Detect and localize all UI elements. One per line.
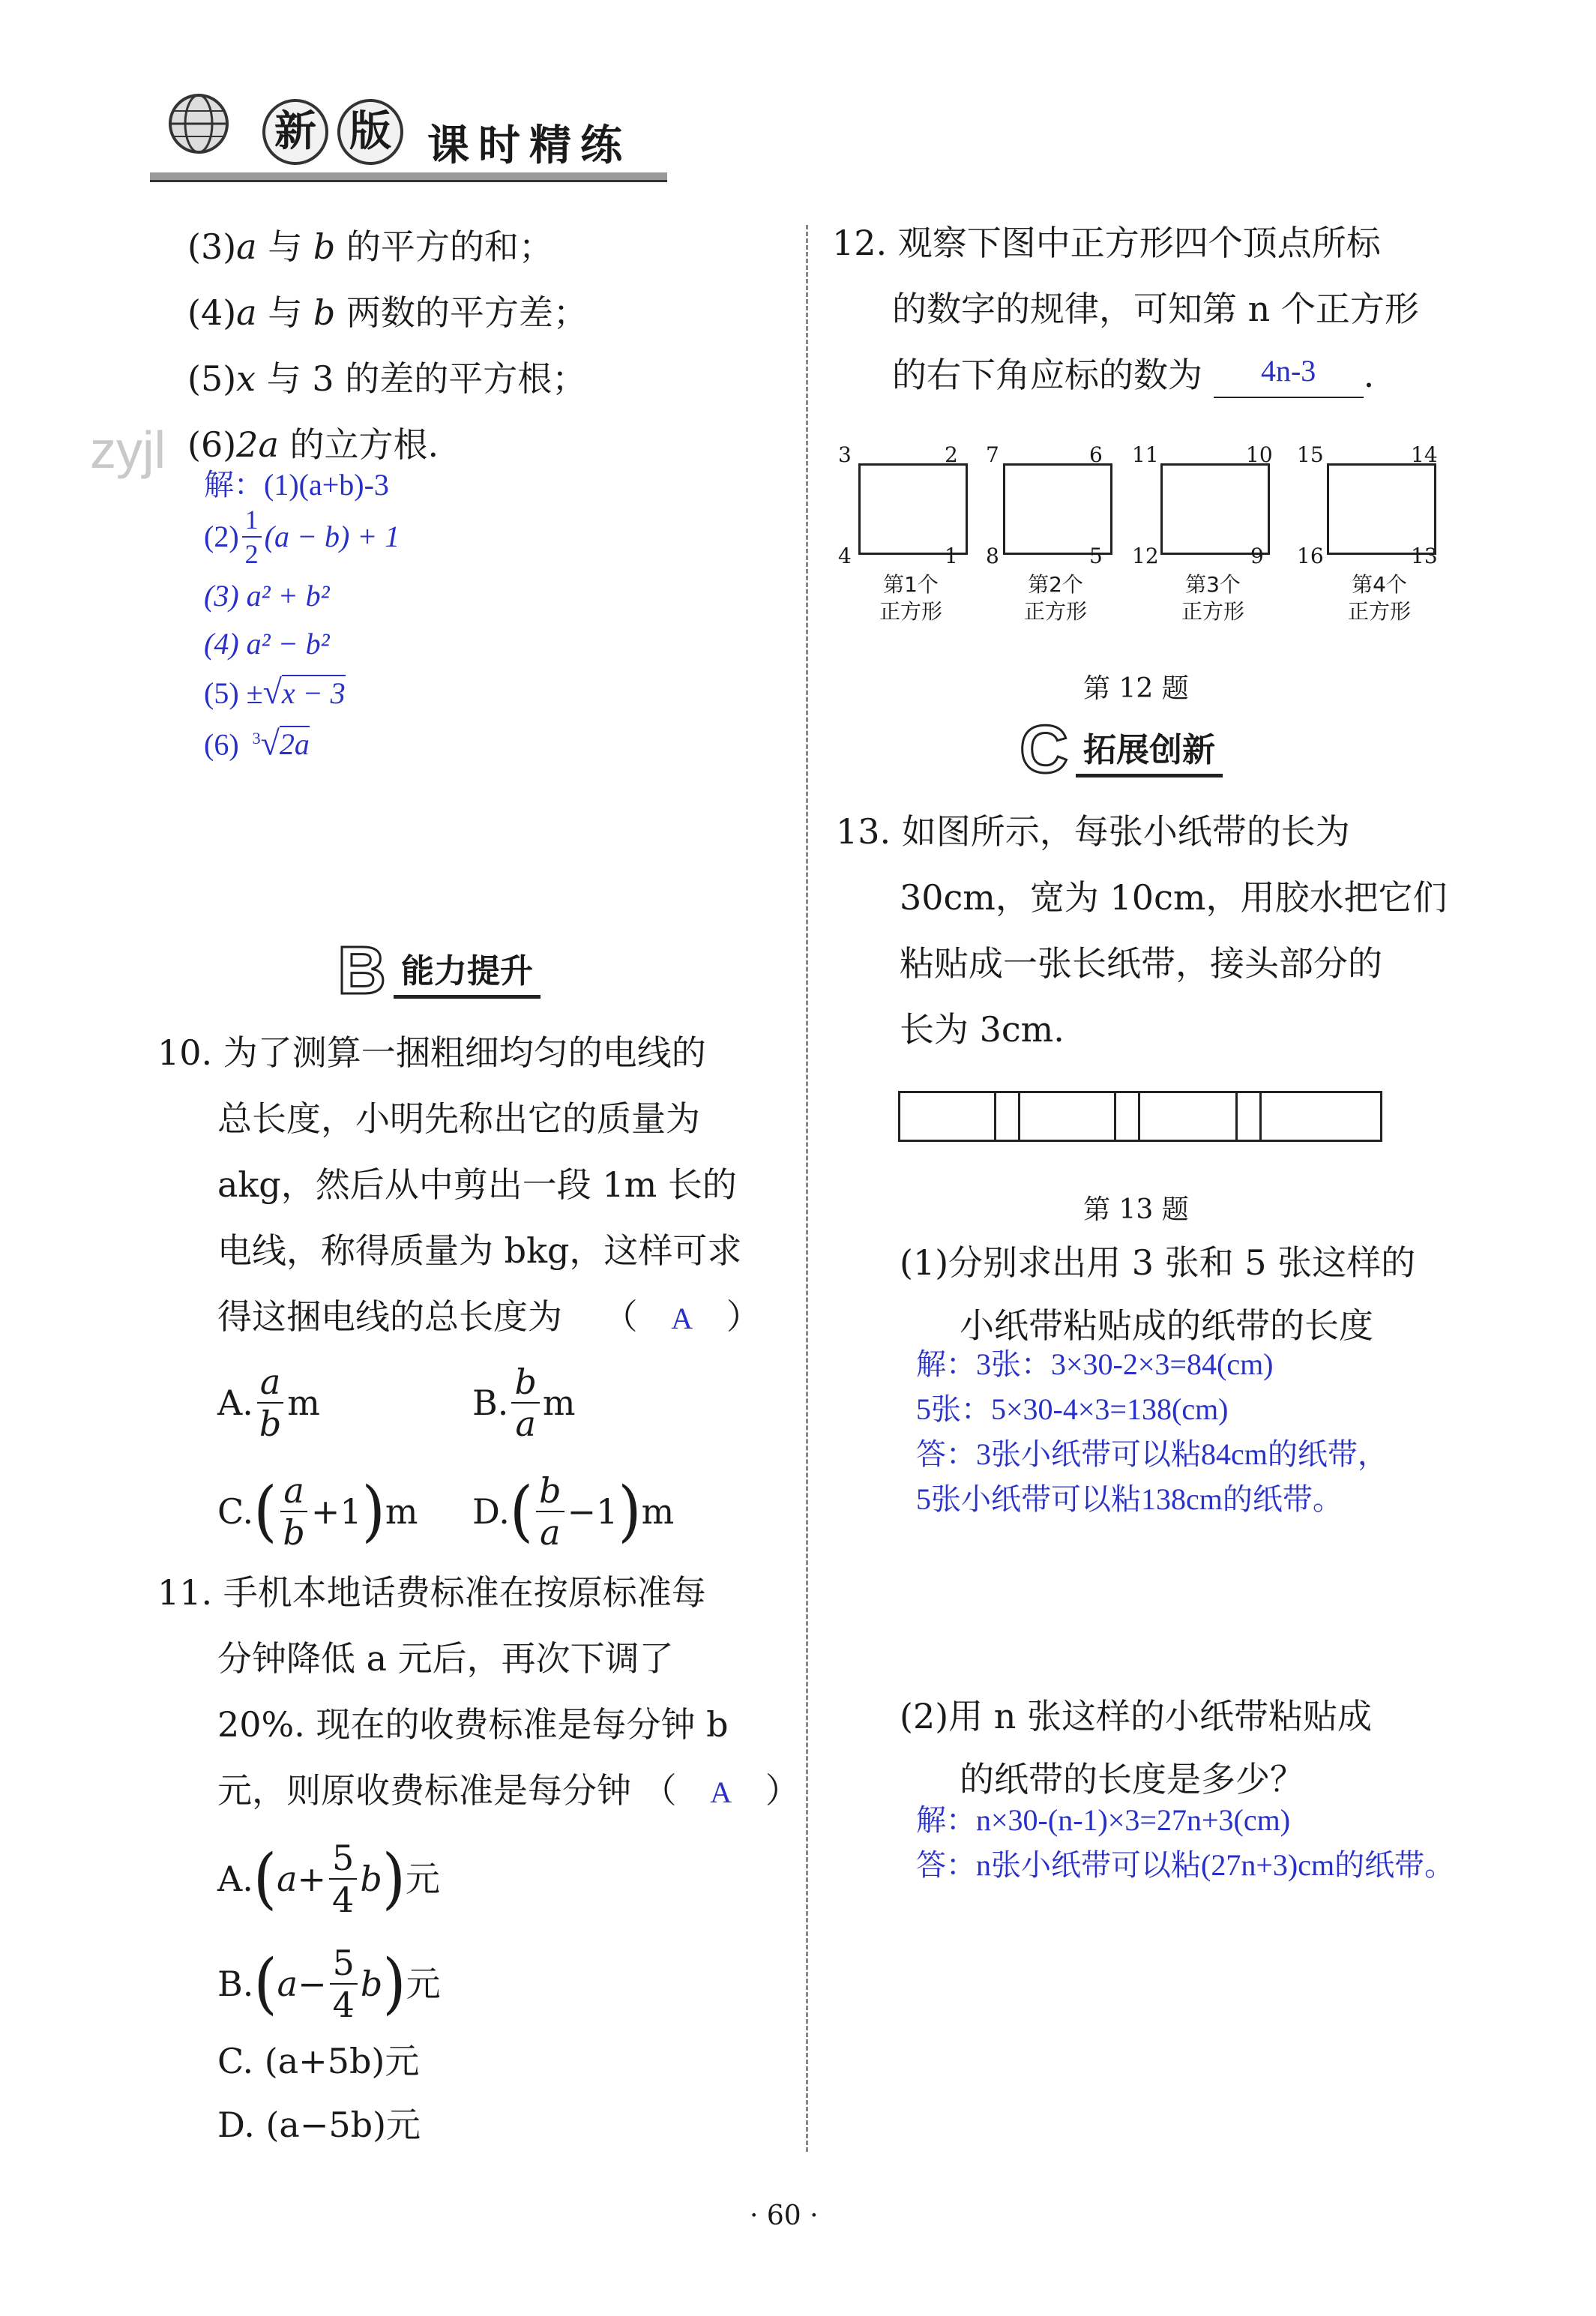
section-c-heading (1020, 712, 1223, 787)
square-4 (1327, 463, 1436, 555)
header-title-1: 新 (274, 107, 316, 156)
q10-line-1: 10. 为了测算一捆粗细均匀的电线的 (157, 1032, 706, 1073)
q12-line-2: 的数字的规律，可知第 n 个正方形 (892, 289, 1419, 329)
q13-line-2: 30cm，宽为 10cm，用胶水把它们 (900, 877, 1448, 918)
page-number: · 60 · (750, 2201, 819, 2231)
section-c-title: 拓展创新 (1076, 723, 1223, 777)
q11-option-c: C. (a+5b)元 (217, 2041, 420, 2081)
q13-part2-line-1: (2)用 n 张这样的小纸带粘贴成 (900, 1696, 1373, 1736)
section-b-letter: B (337, 933, 386, 1008)
q13-line-4: 长为 3cm. (900, 1009, 1064, 1050)
square-3-caption: 第3个 正方形 (1181, 572, 1244, 624)
q12-line-3: 的右下角应标的数为 4n-3 . (832, 353, 1419, 398)
paper-strip (898, 1091, 1382, 1142)
watermark: zyjl (90, 421, 166, 479)
q11-answer: A (710, 1775, 732, 1809)
q11-option-d: D. (a−5b)元 (217, 2105, 421, 2145)
square-3-tl: 11 (1132, 442, 1159, 467)
q10-option-d: D. ( $\frac{b}{a}$ −1 ) m (472, 1470, 675, 1553)
q12-caption: 第 12 题 (1083, 673, 1189, 704)
q13-part2-answer-1: 解：n×30-(n-1)×3=27n+3(cm) (916, 1803, 1291, 1837)
strip-joint-3b (1259, 1091, 1262, 1142)
square-4-br: 13 (1411, 544, 1438, 568)
q9-item-6: (6)2a 的立方根. (187, 424, 439, 465)
strip-joint-2a (1114, 1091, 1116, 1142)
globe-icon (165, 90, 232, 157)
q10-line-2: 总长度，小明先称出它的质量为 (217, 1098, 700, 1139)
q10-line-5: 得这捆电线的总长度为 （ A ） (217, 1296, 761, 1337)
q13-part1-answer-2: 5张：5×30-4×3=138(cm) (916, 1392, 1229, 1426)
q13-caption: 第 13 题 (1083, 1194, 1189, 1225)
q10-line-3: akg，然后从中剪出一段 1m 长的 (217, 1164, 737, 1205)
q13-part1-answer-4: 5张小纸带可以粘138cm的纸带。 (916, 1482, 1343, 1516)
q13-line-1: 13. 如图所示，每张小纸带的长为 (836, 811, 1350, 852)
q11-line-2: 分钟降低 a 元后，再次下调了 (217, 1638, 674, 1679)
q12-line-1: 12. 观察下图中正方形四个顶点所标 (832, 223, 1381, 263)
q13-part2 (900, 1694, 1372, 1801)
q11-line-4: 元，则原收费标准是每分钟 （ A ） (217, 1770, 800, 1811)
q10 (157, 1031, 761, 1338)
q13-part1-line-1: (1)分别求出用 3 张和 5 张这样的 (900, 1242, 1416, 1283)
q13 (836, 810, 1447, 1051)
q13-part1-answer-3: 答：3张小纸带可以粘84cm的纸带， (916, 1437, 1388, 1471)
q13-part1-answer-1: 解：3张：3×30-2×3=84(cm) (916, 1347, 1274, 1381)
square-4-caption: 第4个 正方形 (1347, 572, 1411, 624)
header-badge-1 (262, 99, 328, 165)
square-1-bl: 4 (838, 544, 852, 568)
square-3-tr: 10 (1246, 442, 1273, 467)
q13-part1-answers (916, 1346, 1388, 1518)
q10-option-c: C. ( $\frac{a}{b}$ +1 ) m (217, 1470, 418, 1553)
q13-part2-answers (916, 1802, 1454, 1884)
header-rule (150, 172, 667, 182)
q9-items (187, 225, 588, 466)
q11-option-b: B. ( a− $\frac{5}{4}$ b ) 元 (217, 1943, 441, 2025)
q9-answer-4: (4) a² − b² (204, 627, 330, 661)
square-1-tl: 3 (838, 442, 852, 467)
q13-line-3: 粘贴成一张长纸带，接头部分的 (900, 943, 1382, 984)
square-3 (1160, 463, 1270, 555)
q10-option-a: A. $\frac{a}{b}$ m (217, 1362, 320, 1444)
q9-item-5: (5)x 与 3 的差的平方根； (187, 358, 587, 399)
q10-line-4: 电线，称得质量为 bkg，这样可求 (217, 1230, 742, 1271)
q9-item-3: (3)a 与 b 的平方的和； (187, 226, 553, 267)
square-4-tl: 15 (1297, 442, 1324, 467)
section-b-heading (337, 933, 540, 1008)
header (150, 67, 675, 187)
q11-option-a: A. ( a+ $\frac{5}{4}$ b ) 元 (217, 1838, 440, 1920)
square-4-tr: 14 (1411, 442, 1438, 467)
square-2-caption: 第2个 正方形 (1023, 572, 1087, 624)
square-2-tl: 7 (986, 442, 999, 467)
square-1 (858, 463, 968, 555)
square-3-br: 9 (1250, 544, 1264, 568)
q13-part2-answer-2: 答：n张小纸带可以粘(27n+3)cm的纸带。 (916, 1848, 1455, 1882)
square-2-tr: 6 (1089, 442, 1103, 467)
header-badge-2 (337, 99, 403, 165)
square-2-bl: 8 (986, 544, 999, 568)
q9-item-4: (4)a 与 b 两数的平方差； (187, 292, 588, 333)
section-c-letter: C (1020, 712, 1068, 787)
header-title-rest: 课时精练 (427, 121, 631, 170)
q9-answer-3: (3) a² + b² (204, 579, 330, 613)
square-1-caption: 第1个 正方形 (879, 572, 942, 624)
strip-joint-1a (994, 1091, 996, 1142)
q9-answer-5: (5) ±√x − 3 (204, 673, 346, 711)
q10-option-b: B. $\frac{b}{a}$ m (472, 1362, 576, 1444)
section-b-title: 能力提升 (394, 944, 540, 999)
q11 (157, 1571, 800, 1812)
square-1-tr: 2 (945, 442, 958, 467)
strip-joint-2b (1138, 1091, 1140, 1142)
q12-figure (832, 435, 1477, 660)
header-title-2: 版 (349, 107, 391, 156)
q11-line-1: 11. 手机本地话费标准在按原标准每 (157, 1572, 706, 1613)
square-2 (1003, 463, 1112, 555)
q10-answer: A (671, 1302, 693, 1335)
q12-answer-blank (1214, 353, 1364, 398)
q9-answer-1: 解：(1)(a+b)-3 (204, 468, 389, 502)
strip-joint-3a (1235, 1091, 1238, 1142)
q13-part1-line-2: 小纸带粘贴成的纸带的长度 (960, 1305, 1373, 1346)
column-divider (806, 225, 808, 2152)
q9-answer-2: (2) $\frac{1}{2}$ (a − b) + 1 (204, 505, 400, 569)
q9-answer-6: (6) $^3$√2a (204, 724, 310, 763)
q13-part2-line-2: 的纸带的长度是多少？ (960, 1759, 1304, 1799)
q13-part1 (900, 1241, 1415, 1347)
q12-answer: 4n-3 (1260, 354, 1316, 388)
q11-line-3: 20%. 现在的收费标准是每分钟 b (217, 1704, 729, 1745)
square-2-br: 5 (1089, 544, 1103, 568)
q13-figure (898, 1091, 1382, 1142)
square-3-bl: 12 (1132, 544, 1159, 568)
square-4-bl: 16 (1297, 544, 1324, 568)
strip-joint-1b (1018, 1091, 1020, 1142)
square-1-br: 1 (945, 544, 958, 568)
q12 (832, 221, 1419, 398)
